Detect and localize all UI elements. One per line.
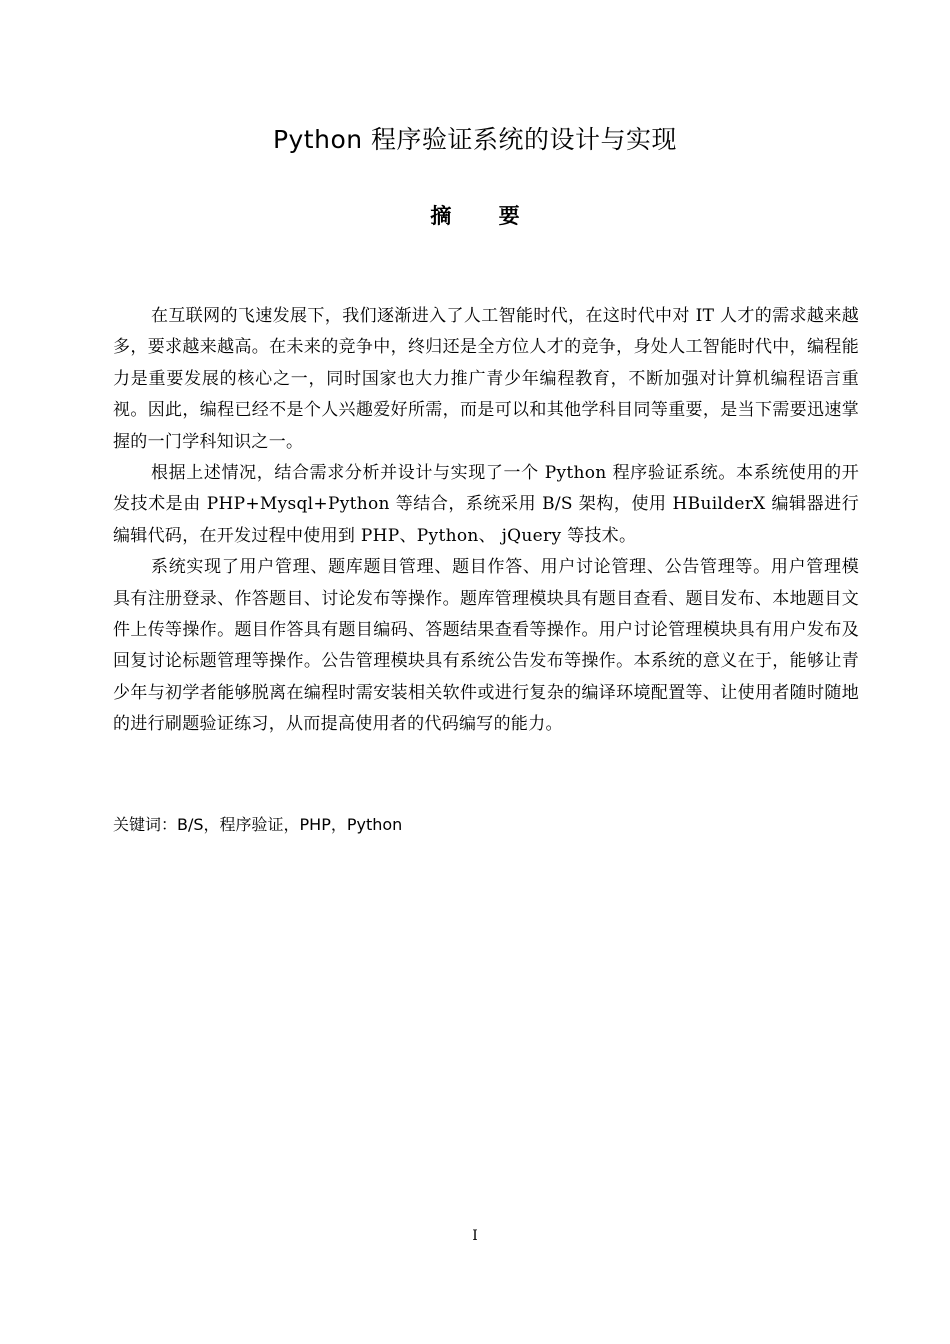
abstract-paragraph-1: 在互联网的飞速发展下，我们逐渐进入了人工智能时代，在这时代中对 IT 人才的需求越来越多，要求越来越高。在未来的竞争中，终归还是全方位人才的竞争，身处人工智能时代中，编程能力是重要发展的核心之一，同时国家也大力推广青少年编程教育，不断加强对计算机编程语言重视。因此，编程已经不是个人兴趣爱好所需，而是可以和其他学科目同等重要，是当下需要迅速掌握的一门学科知识之一。 [113, 306, 859, 452]
page-number: I [472, 1228, 478, 1244]
abstract-paragraph-3: 系统实现了用户管理、题库题目管理、题目作答、用户讨论管理、公告管理等。用户管理模具有注册登录、作答题目、讨论发布等操作。题库管理模块具有题目查看、题目发布、本地题目文件上传等操作。题目作答具有题目编码、答题结果查看等操作。用户讨论管理模块具有用户发布及回复讨论标题管理等操作。公告管理模块具有系统公告发布等操作。本系统的意义在于，能够让青少年与初学者能够脱离在编程时需安装相关软件或进行复杂的编译环境配置等、让使用者随时随地的进行刷题验证练习，从而提高使用者的代码编写的能力。 [113, 557, 859, 735]
abstract-body [113, 301, 859, 741]
keywords-line: 关键词：B/S，程序验证，PHP，Python [113, 815, 403, 834]
abstract-heading: 摘 要 [430, 204, 540, 228]
document-title: Python 程序验证系统的设计与实现 [272, 125, 678, 154]
abstract-paragraph-2: 根据上述情况，结合需求分析并设计与实现了一个 Python 程序验证系统。本系统使用的开发技术是由 PHP+Mysql+Python 等结合，系统采用 B/S 架构，使用 HBuilderX 编辑器进行编辑代码，在开发过程中使用到 PHP、Python、 jQuery 等技术。 [113, 463, 859, 546]
